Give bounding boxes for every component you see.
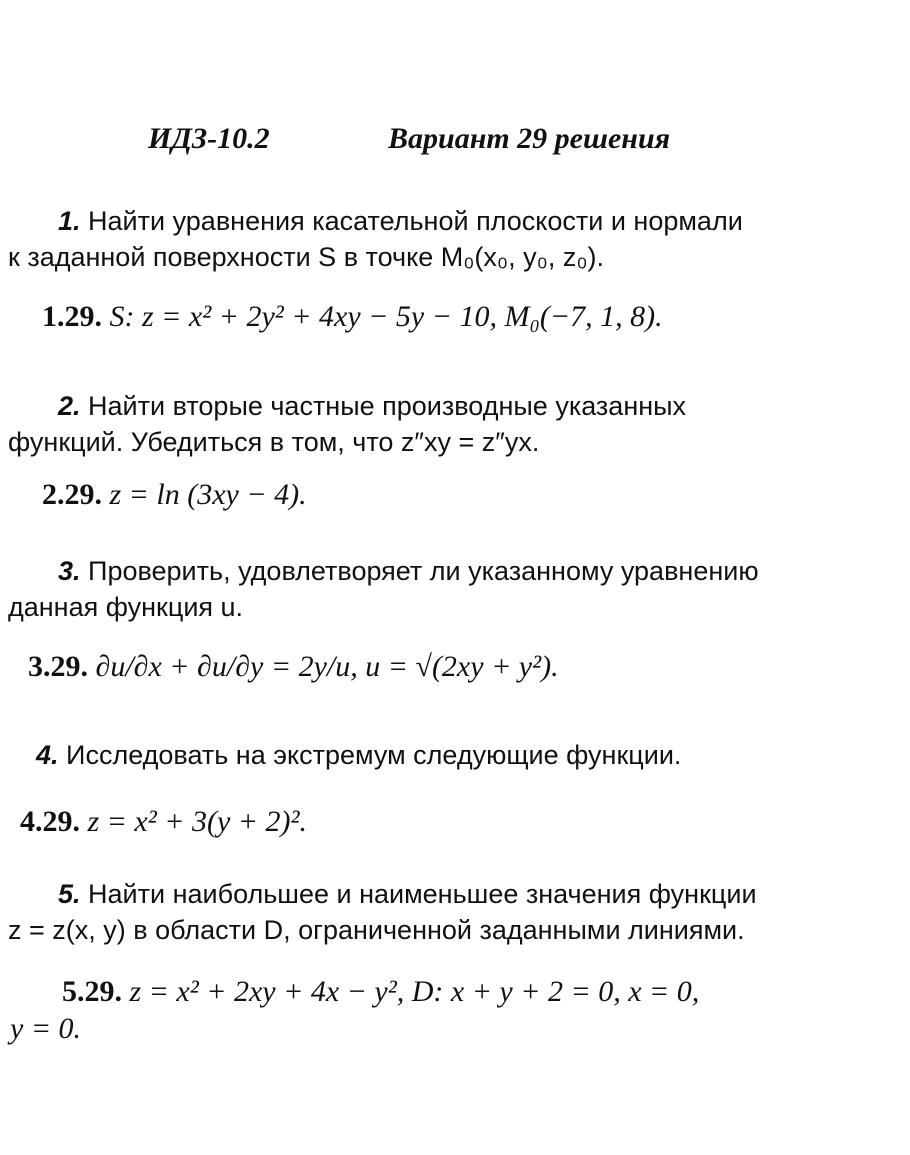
task-3-number: 3. xyxy=(58,556,81,586)
task-5 xyxy=(8,876,878,948)
example-4-number: 4.29. xyxy=(20,805,80,838)
example-3-formula: ∂u/∂x + ∂u/∂y = 2y/u, u = √(2xy + y²). xyxy=(95,650,559,683)
example-5-number: 5.29. xyxy=(62,975,122,1008)
task-3-text: Проверить, удовлетворяет ли указанному уравнению xyxy=(88,556,759,586)
task-2-line-1 xyxy=(8,388,878,424)
task-4-line-1 xyxy=(8,737,878,773)
task-2 xyxy=(8,388,878,460)
task-2-line-2: функций. Убедиться в том, что z″xy = z″yx. xyxy=(8,427,540,457)
task-3-line-1 xyxy=(8,553,878,589)
task-3-line-2: данная функция u. xyxy=(8,592,244,622)
example-1-formula: S: z = x² + 2y² + 4xy − 5y − 10, M₀(−7, 1, 8). xyxy=(109,300,663,333)
task-1 xyxy=(8,203,878,275)
task-4 xyxy=(8,737,878,773)
task-1-line-2: к заданной поверхности S в точке M₀(x₀, y₀, z₀). xyxy=(8,242,605,272)
example-3 xyxy=(28,650,559,684)
task-4-text: Исследовать на экстремум следующие функции. xyxy=(66,740,682,770)
task-1-text: Найти уравнения касательной плоскости и нормали xyxy=(88,206,743,236)
task-2-number: 2. xyxy=(58,391,81,421)
example-5-formula-line-2: y = 0. xyxy=(10,1012,82,1045)
example-3-number: 3.29. xyxy=(28,650,88,683)
task-3 xyxy=(8,553,878,625)
example-2-number: 2.29. xyxy=(42,478,102,511)
example-5-line-2 xyxy=(10,1012,81,1046)
example-4 xyxy=(20,805,307,839)
task-4-number: 4. xyxy=(36,740,59,770)
example-2 xyxy=(42,478,307,512)
task-5-number: 5. xyxy=(58,879,81,909)
task-2-text: Найти вторые частные производные указанных xyxy=(88,391,687,421)
task-5-text: Найти наибольшее и наименьшее значения функции xyxy=(88,879,757,909)
task-5-line-1 xyxy=(8,876,878,912)
example-1 xyxy=(42,300,663,334)
task-1-number: 1. xyxy=(58,206,81,236)
variant-title: Вариант 29 решения xyxy=(388,122,671,155)
example-1-number: 1.29. xyxy=(42,300,102,333)
example-5-formula-line-1: z = x² + 2xy + 4x − y², D: x + y + 2 = 0, x = 0, xyxy=(129,975,700,1008)
task-1-line-1 xyxy=(8,203,878,239)
example-4-formula: z = x² + 3(y + 2)². xyxy=(87,805,308,838)
example-5 xyxy=(62,975,699,1009)
example-2-formula: z = ln (3xy − 4). xyxy=(109,478,307,511)
assignment-code: ИДЗ-10.2 xyxy=(148,122,270,155)
task-5-line-2: z = z(x, y) в области D, ограниченной заданными линиями. xyxy=(8,915,745,945)
